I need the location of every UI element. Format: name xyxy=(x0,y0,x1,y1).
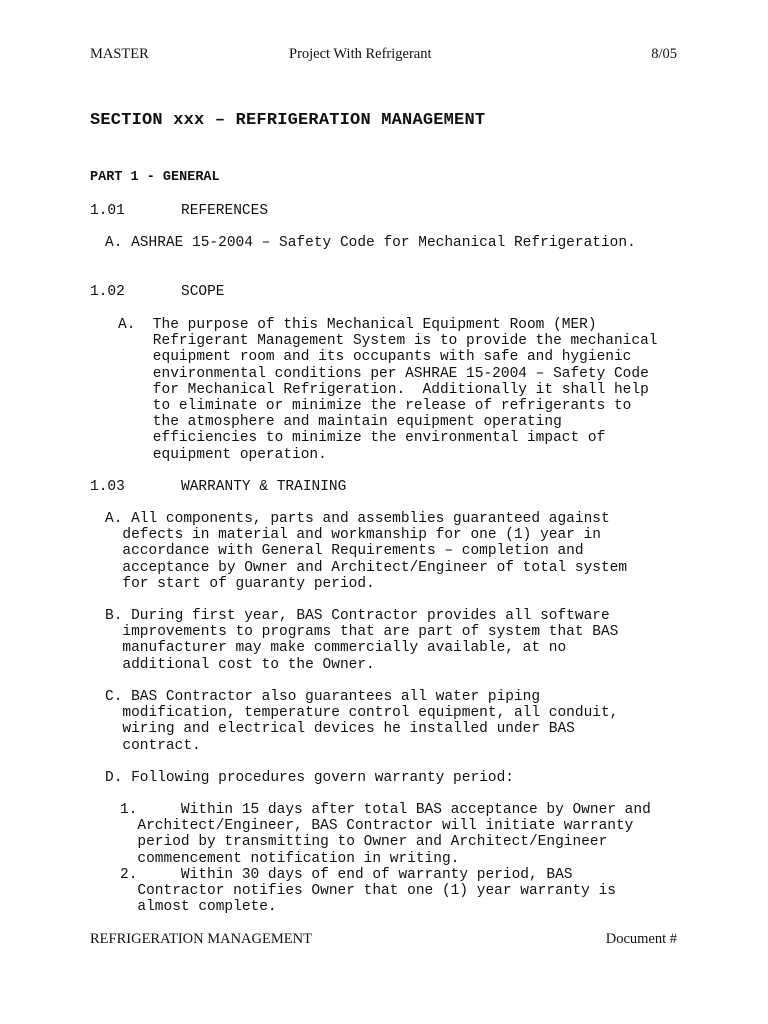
part-heading: PART 1 - GENERAL xyxy=(90,170,220,185)
header-center: Project With Refrigerant xyxy=(289,46,432,62)
header-right: 8/05 xyxy=(651,46,677,62)
scope-item-a: A. The purpose of this Mechanical Equipment Room (MER) Refrigerant Management System is to provide the mechanical equipment room and its occupants with safe and hygienic environmental conditions per ASHRAE 15-2004 – Safety Code for Mechanical Refrigeration. Additionally it shall help to eliminate or minimize the release of refrigerants to the atmosphere and maintain equipment operating efficiencies to minimize the environmental impact of equipment operation. xyxy=(118,317,658,463)
section-title: SECTION xxx – REFRIGERATION MANAGEMENT xyxy=(90,111,486,130)
header-left: MASTER xyxy=(90,46,149,62)
warranty-item-c: C. BAS Contractor also guarantees all water piping modification, temperature control equipment, all conduit, wiring and electrical devices he installed under BAS contract. xyxy=(105,689,619,754)
warranty-procedure-2: 2. Within 30 days of end of warranty period, BAS Contractor notifies Owner that one (1) year warranty is almost complete. xyxy=(120,867,616,916)
warranty-procedure-1: 1. Within 15 days after total BAS acceptance by Owner and Architect/Engineer, BAS Contractor will initiate warranty period by transmitting to Owner and Architect/Engineer commencement notification in writing. xyxy=(120,802,651,867)
section-heading-warranty: WARRANTY & TRAINING xyxy=(181,479,347,495)
references-item-a: A. ASHRAE 15-2004 – Safety Code for Mechanical Refrigeration. xyxy=(105,235,636,251)
section-heading-scope: SCOPE xyxy=(181,284,225,300)
section-number-1-01: 1.01 xyxy=(90,203,125,219)
section-heading-references: REFERENCES xyxy=(181,203,269,219)
warranty-item-d: D. Following procedures govern warranty period: xyxy=(105,770,514,786)
section-number-1-03: 1.03 xyxy=(90,479,125,495)
footer-left: REFRIGERATION MANAGEMENT xyxy=(90,931,312,947)
footer-right: Document # xyxy=(605,931,677,947)
warranty-item-b: B. During first year, BAS Contractor provides all software improvements to programs that are part of system that BAS manufacturer may make commercially available, at no additional cost to the Owner. xyxy=(105,608,619,673)
section-number-1-02: 1.02 xyxy=(90,284,125,300)
warranty-item-a: A. All components, parts and assemblies guaranteed against defects in material and workmanship for one (1) year in accordance with General Requirements – completion and acceptance by Owner and Architect/Engineer of total system for start of guaranty period. xyxy=(105,511,628,592)
